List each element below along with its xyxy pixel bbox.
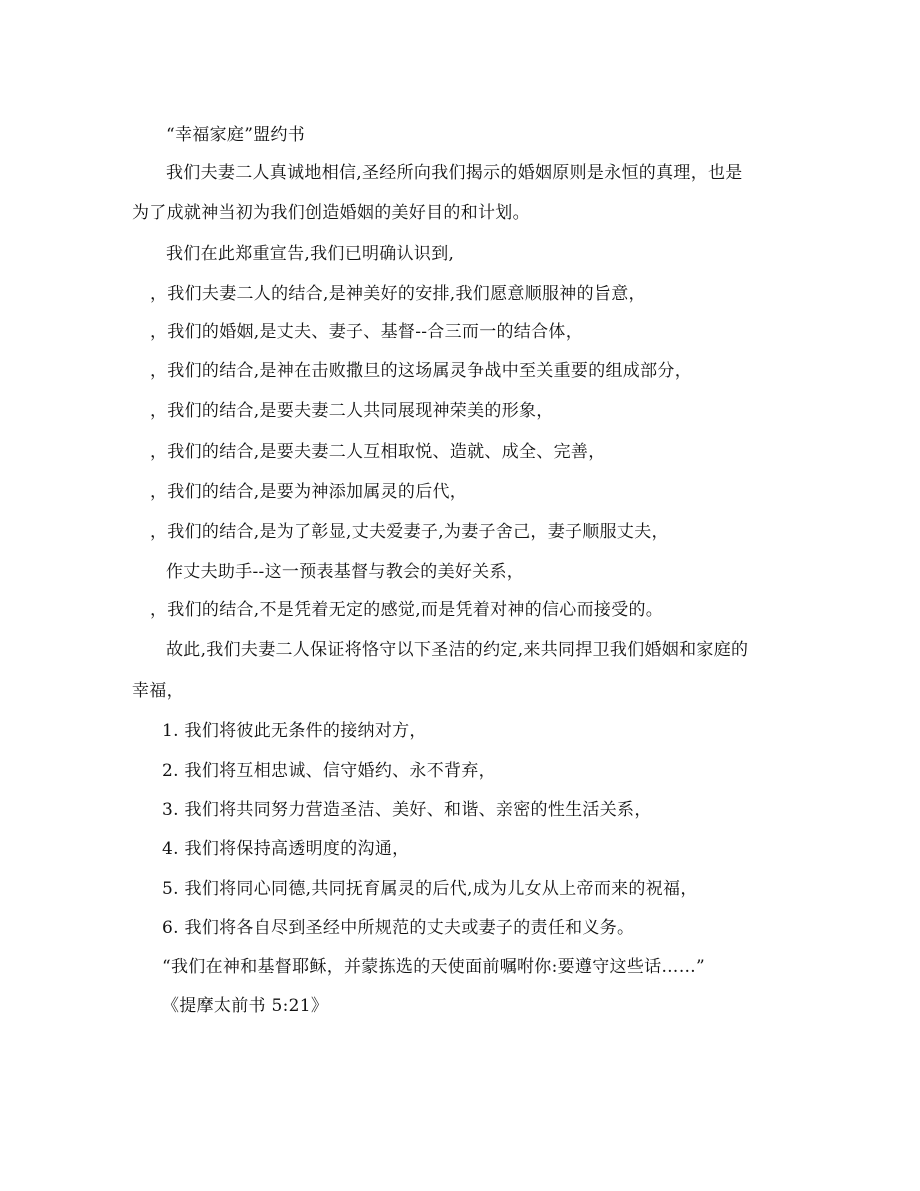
paragraph-therefore-line-1: 故此,我们夫妻二人保证将恪守以下圣洁的约定,来共同捍卫我们婚姻和家庭的 [166, 640, 749, 660]
vow-item: 4. 我们将保持高透明度的沟通， [162, 839, 410, 859]
list-item: ，我们夫妻二人的结合,是神美好的安排,我们愿意顺服神的旨意， [150, 284, 646, 304]
paragraph-therefore-line-2: 幸福， [132, 681, 184, 701]
paragraph-belief-line-1: 我们夫妻二人真诚地相信,圣经所向我们揭示的婚姻原则是永恒的真理，也是 [166, 163, 743, 183]
list-item: ，我们的结合,是神在击败撒旦的这场属灵争战中至关重要的组成部分， [150, 361, 693, 381]
vow-item: 3. 我们将共同努力营造圣洁、美好、和谐、亲密的性生活关系， [162, 800, 652, 820]
list-item: ，我们的结合,是为了彰显,丈夫爱妻子,为妻子舍己，妻子顺服丈夫， [150, 522, 669, 542]
document-title: “幸福家庭”盟约书 [166, 125, 306, 145]
list-item: ，我们的结合,是要夫妻二人共同展现神荣美的形象， [150, 401, 554, 421]
list-item-continuation: 作丈夫助手--这一预表基督与教会的美好关系， [166, 562, 525, 582]
vow-item: 6. 我们将各自尽到圣经中所规范的丈夫或妻子的责任和义务。 [162, 918, 635, 938]
list-item: ，我们的婚姻,是丈夫、妻子、基督--合三而一的结合体， [150, 322, 583, 342]
scripture-quote: “我们在神和基督耶稣，并蒙拣选的天使面前嘱咐你:要遵守这些话……” [162, 957, 706, 977]
vow-item: 2. 我们将互相忠诚、信守婚约、永不背弃， [162, 761, 496, 781]
vow-item: 5. 我们将同心同德,共同抚育属灵的后代,成为儿女从上帝而来的祝福， [162, 879, 698, 899]
list-item: ，我们的结合,不是凭着无定的感觉,而是凭着对神的信心而接受的。 [150, 600, 664, 620]
list-item: ，我们的结合,是要夫妻二人互相取悦、造就、成全、完善， [150, 442, 606, 462]
scripture-reference: 《提摩太前书 5:21》 [162, 996, 329, 1016]
paragraph-belief-line-2: 为了成就神当初为我们创造婚姻的美好目的和计划。 [132, 203, 530, 223]
paragraph-declaration: 我们在此郑重宣告,我们已明确认识到, [166, 244, 455, 264]
vow-item: 1. 我们将彼此无条件的接纳对方， [162, 721, 427, 741]
list-item: ，我们的结合,是要为神添加属灵的后代， [150, 482, 468, 502]
